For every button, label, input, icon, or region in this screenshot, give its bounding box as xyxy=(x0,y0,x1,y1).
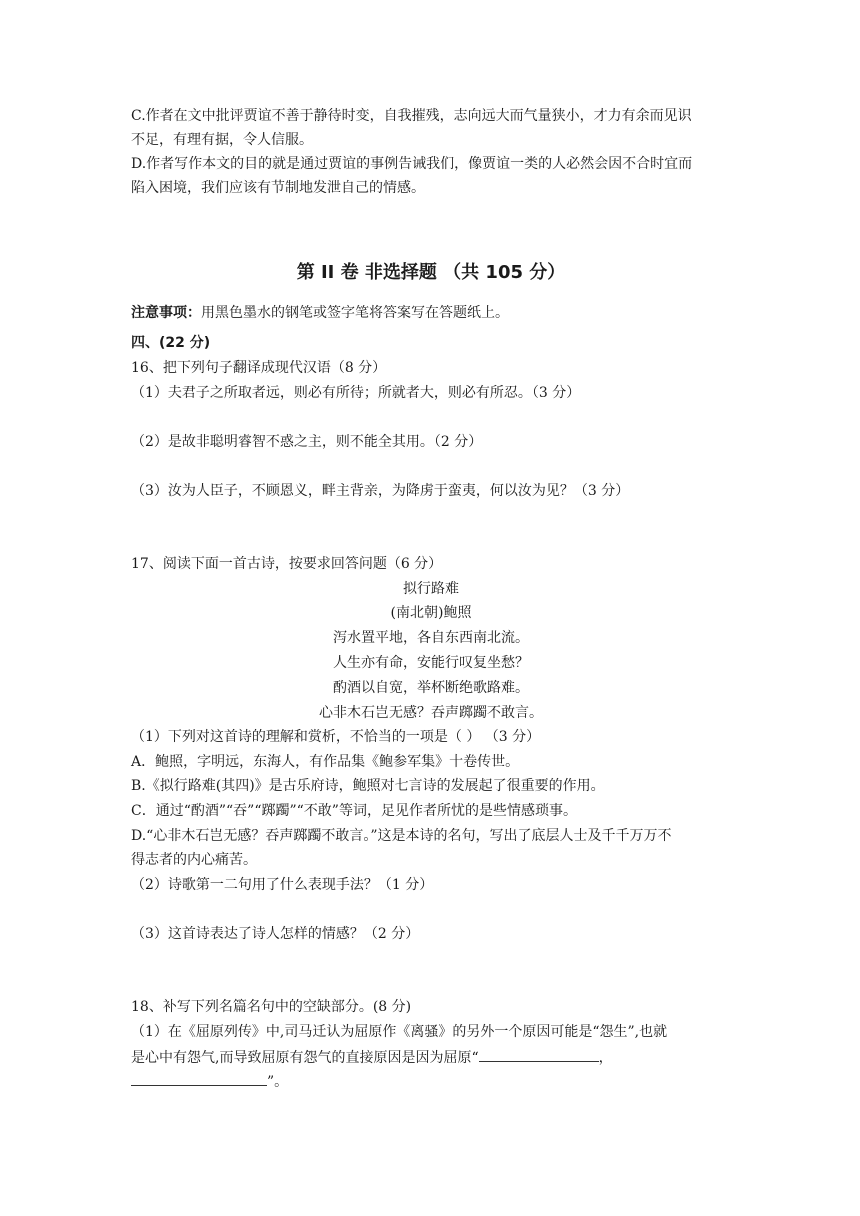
q16-sentence-2: （2）是故非聪明睿智不惑之主，则不能全其用。（2 分） xyxy=(131,434,483,450)
q17-sub2: （2）诗歌第一二句用了什么表现手法？（1 分） xyxy=(131,877,434,893)
q17-option-d-line2: 得志者的内心痛苦。 xyxy=(131,852,257,868)
q17-option-b: B.《拟行路难(其四)》是古乐府诗，鲍照对七言诗的发展起了很重要的作用。 xyxy=(131,778,605,794)
poem-title: 拟行路难 xyxy=(403,581,459,597)
q18-stem: 18、补写下列名篇名句中的空缺部分。(8 分) xyxy=(131,999,412,1015)
q18-line3 xyxy=(131,1071,731,1092)
notice-text: 用黑色墨水的钢笔或签字笔将答案写在答题纸上。 xyxy=(201,305,509,321)
option-d-line2: 陷入困境，我们应该有节制地发泄自己的情感。 xyxy=(131,180,425,196)
poem-line-2: 人生亦有命，安能行叹复坐愁？ xyxy=(333,655,529,671)
q18-line2-text: 是心中有怨气,而导致屈原有怨气的直接原因是因为屈原“ xyxy=(131,1050,479,1066)
q17-option-a: A．鲍照，字明远，东海人，有作品集《鲍参军集》十卷传世。 xyxy=(131,754,520,770)
answer-blank-2[interactable] xyxy=(131,1071,267,1086)
q18-line3-close: ”。 xyxy=(267,1074,289,1090)
q18-line2-comma: ， xyxy=(598,1050,613,1066)
option-c-line2: 不足，有理有据，令人信服。 xyxy=(131,132,313,148)
q16-stem: 16、把下列句子翻译成现代汉语（8 分） xyxy=(131,360,387,376)
poem-line-1: 泻水置平地，各自东西南北流。 xyxy=(333,630,529,646)
q16-sentence-3: （3）汝为人臣子，不顾恩义，畔主背亲，为降虏于蛮夷，何以汝为见？（3 分） xyxy=(131,483,630,499)
notice xyxy=(131,303,731,323)
q17-option-d-line1: D.“心非木石岂无感？吞声踯躅不敢言。”这是本诗的名句，写出了底层人士及千千万万不 xyxy=(131,828,672,844)
q17-sub3: （3）这首诗表达了诗人怎样的情感？（2 分） xyxy=(131,926,420,942)
q18-line2 xyxy=(131,1047,731,1068)
q17-sub1: （1）下列对这首诗的理解和赏析，不恰当的一项是（ ） （3 分） xyxy=(131,729,541,745)
option-c-line1: C.作者在文中批评贾谊不善于静待时变，自我摧残，志向远大而气量狭小，才力有余而见识 xyxy=(131,108,692,124)
q17-stem: 17、阅读下面一首古诗，按要求回答问题（6 分） xyxy=(131,556,443,572)
answer-blank-1[interactable] xyxy=(479,1047,599,1062)
q17-option-c: C．通过“酌酒”“吞”“踯躅”“不敢”等词，足见作者所忧的是些情感琐事。 xyxy=(131,803,577,819)
option-d-line1: D.作者写作本文的目的就是通过贾谊的事例告诫我们，像贾谊一类的人必然会因不合时宜而 xyxy=(131,156,693,172)
notice-label: 注意事项： xyxy=(131,305,201,321)
part-four-heading: 四、(22 分) xyxy=(131,335,211,351)
poem-line-3: 酌酒以自宽，举杯断绝歌路难。 xyxy=(333,680,529,696)
poem-line-4: 心非木石岂无感？吞声踯躅不敢言。 xyxy=(319,705,543,721)
poem-author: (南北朝)鲍照 xyxy=(390,605,472,621)
q16-sentence-1: （1）夫君子之所取者远，则必有所待；所就者大，则必有所忍。（3 分） xyxy=(131,385,581,401)
q18-line1: （1）在《屈原列传》中,司马迁认为屈原作《离骚》的另外一个原因可能是“怨生”,也就 xyxy=(131,1024,668,1040)
section-title: 第 II 卷 非选择题 （共 105 分） xyxy=(296,262,566,283)
